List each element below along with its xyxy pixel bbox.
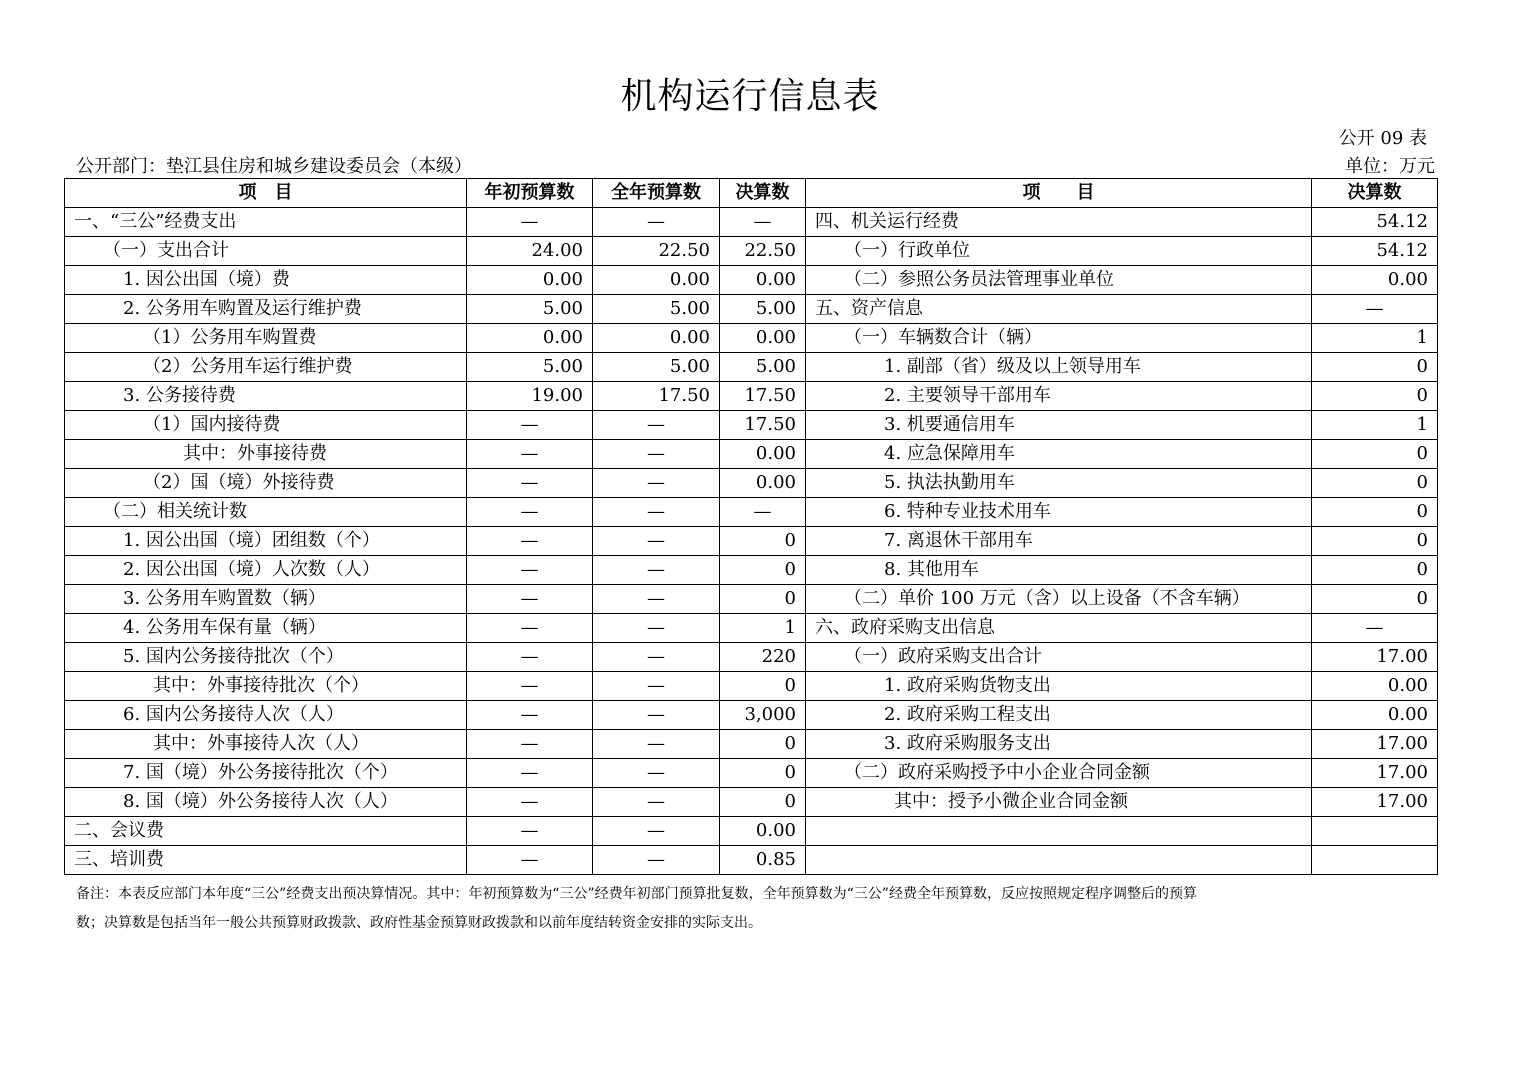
final-right-cell: — <box>1312 295 1438 324</box>
budget-initial-cell: 24.00 <box>467 237 593 266</box>
right-item-cell: 7. 离退休干部用车 <box>806 527 1312 556</box>
final-right-cell: 0 <box>1312 585 1438 614</box>
budget-full-cell: — <box>593 527 720 556</box>
table-row <box>65 208 1438 237</box>
budget-full-cell: — <box>593 672 720 701</box>
right-item-cell: （一）政府采购支出合计 <box>806 643 1312 672</box>
budget-full-cell: — <box>593 469 720 498</box>
final-right-cell: 0 <box>1312 353 1438 382</box>
final-left-cell: 22.50 <box>720 237 806 266</box>
left-item-cell: （2）公务用车运行维护费 <box>65 353 467 382</box>
left-item-cell: （二）相关统计数 <box>65 498 467 527</box>
right-item-cell <box>806 817 1312 846</box>
left-item-cell: 1. 因公出国（境）团组数（个） <box>65 527 467 556</box>
table-row <box>65 266 1438 295</box>
budget-full-cell: — <box>593 846 720 875</box>
budget-initial-cell: — <box>467 469 593 498</box>
table-row <box>65 817 1438 846</box>
final-right-cell: 17.00 <box>1312 643 1438 672</box>
budget-initial-cell: — <box>467 614 593 643</box>
right-item-cell: 6. 特种专业技术用车 <box>806 498 1312 527</box>
table-row <box>65 527 1438 556</box>
table-row <box>65 788 1438 817</box>
table-row <box>65 382 1438 411</box>
budget-initial-cell: — <box>467 527 593 556</box>
header-right-item: 项 目 <box>806 179 1312 208</box>
budget-initial-cell: — <box>467 411 593 440</box>
left-item-cell: 4. 公务用车保有量（辆） <box>65 614 467 643</box>
final-right-cell <box>1312 846 1438 875</box>
budget-full-cell: 5.00 <box>593 295 720 324</box>
final-right-cell: 17.00 <box>1312 730 1438 759</box>
final-right-cell: 0.00 <box>1312 266 1438 295</box>
final-right-cell: 54.12 <box>1312 208 1438 237</box>
info-table <box>64 178 1438 875</box>
budget-full-cell: — <box>593 788 720 817</box>
footnote-line-2: 数；决算数是包括当年一般公共预算财政拨款、政府性基金预算财政拨款和以前年度结转资金安排的实际支出。 <box>76 915 762 931</box>
table-row <box>65 672 1438 701</box>
table-row <box>65 701 1438 730</box>
header-final-right: 决算数 <box>1312 179 1438 208</box>
budget-initial-cell: — <box>467 585 593 614</box>
left-item-cell: （一）支出合计 <box>65 237 467 266</box>
budget-full-cell: — <box>593 411 720 440</box>
final-right-cell: 1 <box>1312 324 1438 353</box>
left-item-cell: 3. 公务用车购置数（辆） <box>65 585 467 614</box>
budget-initial-cell: 0.00 <box>467 266 593 295</box>
left-item-cell: 其中：外事接待批次（个） <box>65 672 467 701</box>
right-item-cell: 3. 机要通信用车 <box>806 411 1312 440</box>
left-item-cell: 二、会议费 <box>65 817 467 846</box>
final-left-cell: 1 <box>720 614 806 643</box>
final-right-cell: 17.00 <box>1312 788 1438 817</box>
right-item-cell: （二）参照公务员法管理事业单位 <box>806 266 1312 295</box>
budget-initial-cell: — <box>467 846 593 875</box>
table-row <box>65 469 1438 498</box>
table-row <box>65 585 1438 614</box>
right-item-cell <box>806 846 1312 875</box>
left-item-cell: 一、“三公”经费支出 <box>65 208 467 237</box>
final-left-cell: 0 <box>720 672 806 701</box>
budget-full-cell: — <box>593 701 720 730</box>
budget-full-cell: 5.00 <box>593 353 720 382</box>
left-item-cell: 2. 因公出国（境）人次数（人） <box>65 556 467 585</box>
final-right-cell <box>1312 817 1438 846</box>
final-left-cell: 17.50 <box>720 382 806 411</box>
final-right-cell: 17.00 <box>1312 759 1438 788</box>
table-row <box>65 295 1438 324</box>
final-right-cell: 0.00 <box>1312 672 1438 701</box>
final-left-cell: — <box>720 498 806 527</box>
page-title: 机构运行信息表 <box>620 76 880 117</box>
footnote-line-1: 备注：本表反应部门本年度“三公”经费支出预决算情况。其中：年初预算数为“三公”经费年初部门预算批复数，全年预算数为“三公”经费全年预算数，反应按照规定程序调整后的预算 <box>76 886 1197 902</box>
right-item-cell: 五、资产信息 <box>806 295 1312 324</box>
table-row <box>65 440 1438 469</box>
final-right-cell: 0 <box>1312 469 1438 498</box>
table-row <box>65 759 1438 788</box>
left-item-cell: （1）国内接待费 <box>65 411 467 440</box>
left-item-cell: 8. 国（境）外公务接待人次（人） <box>65 788 467 817</box>
right-item-cell: 8. 其他用车 <box>806 556 1312 585</box>
final-left-cell: 0.00 <box>720 266 806 295</box>
final-left-cell: 0.00 <box>720 440 806 469</box>
right-item-cell: 4. 应急保障用车 <box>806 440 1312 469</box>
right-item-cell: 2. 政府采购工程支出 <box>806 701 1312 730</box>
budget-initial-cell: 5.00 <box>467 353 593 382</box>
right-item-cell: 四、机关运行经费 <box>806 208 1312 237</box>
budget-full-cell: — <box>593 730 720 759</box>
budget-initial-cell: — <box>467 440 593 469</box>
left-item-cell: 6. 国内公务接待人次（人） <box>65 701 467 730</box>
final-right-cell: — <box>1312 614 1438 643</box>
budget-initial-cell: — <box>467 788 593 817</box>
left-item-cell: 7. 国（境）外公务接待批次（个） <box>65 759 467 788</box>
budget-initial-cell: 19.00 <box>467 382 593 411</box>
table-row <box>65 556 1438 585</box>
right-item-cell: 5. 执法执勤用车 <box>806 469 1312 498</box>
final-right-cell: 0 <box>1312 440 1438 469</box>
budget-initial-cell: — <box>467 730 593 759</box>
header-budget-full: 全年预算数 <box>593 179 720 208</box>
budget-initial-cell: — <box>467 556 593 585</box>
left-item-cell: 其中：外事接待人次（人） <box>65 730 467 759</box>
budget-full-cell: 22.50 <box>593 237 720 266</box>
final-left-cell: 0 <box>720 759 806 788</box>
table-header-row <box>65 179 1438 208</box>
table-row <box>65 730 1438 759</box>
left-item-cell: （2）国（境）外接待费 <box>65 469 467 498</box>
budget-full-cell: — <box>593 614 720 643</box>
table-row <box>65 846 1438 875</box>
table-row <box>65 353 1438 382</box>
budget-full-cell: 0.00 <box>593 324 720 353</box>
right-item-cell: （一）车辆数合计（辆） <box>806 324 1312 353</box>
final-left-cell: 0.00 <box>720 817 806 846</box>
left-item-cell: 5. 国内公务接待批次（个） <box>65 643 467 672</box>
final-right-cell: 0 <box>1312 556 1438 585</box>
right-item-cell: 3. 政府采购服务支出 <box>806 730 1312 759</box>
right-item-cell: （二）政府采购授予中小企业合同金额 <box>806 759 1312 788</box>
final-left-cell: 3,000 <box>720 701 806 730</box>
final-right-cell: 0 <box>1312 382 1438 411</box>
budget-initial-cell: 0.00 <box>467 324 593 353</box>
final-right-cell: 0 <box>1312 527 1438 556</box>
budget-initial-cell: — <box>467 208 593 237</box>
final-left-cell: 0.85 <box>720 846 806 875</box>
final-left-cell: 0 <box>720 527 806 556</box>
left-item-cell: 1. 因公出国（境）费 <box>65 266 467 295</box>
left-item-cell: （1）公务用车购置费 <box>65 324 467 353</box>
table-row <box>65 498 1438 527</box>
left-item-cell: 其中：外事接待费 <box>65 440 467 469</box>
budget-full-cell: — <box>593 643 720 672</box>
final-left-cell: 0 <box>720 585 806 614</box>
footnote <box>76 880 1431 938</box>
budget-initial-cell: — <box>467 498 593 527</box>
table-row <box>65 237 1438 266</box>
budget-initial-cell: — <box>467 643 593 672</box>
budget-initial-cell: — <box>467 672 593 701</box>
table-row <box>65 614 1438 643</box>
header-final-left: 决算数 <box>720 179 806 208</box>
left-item-cell: 三、培训费 <box>65 846 467 875</box>
table-row <box>65 411 1438 440</box>
final-left-cell: 220 <box>720 643 806 672</box>
budget-initial-cell: — <box>467 701 593 730</box>
final-left-cell: 0.00 <box>720 469 806 498</box>
final-left-cell: 5.00 <box>720 353 806 382</box>
department-label: 公开部门：垫江县住房和城乡建设委员会（本级） <box>76 156 472 177</box>
final-left-cell: 0.00 <box>720 324 806 353</box>
budget-full-cell: 0.00 <box>593 266 720 295</box>
unit-label: 单位：万元 <box>1345 156 1435 177</box>
budget-full-cell: — <box>593 585 720 614</box>
final-right-cell: 1 <box>1312 411 1438 440</box>
final-right-cell: 54.12 <box>1312 237 1438 266</box>
header-budget-initial: 年初预算数 <box>467 179 593 208</box>
header-left-item: 项 目 <box>65 179 467 208</box>
budget-initial-cell: — <box>467 817 593 846</box>
budget-full-cell: — <box>593 759 720 788</box>
budget-full-cell: — <box>593 440 720 469</box>
final-left-cell: 0 <box>720 730 806 759</box>
final-right-cell: 0 <box>1312 498 1438 527</box>
right-item-cell: （二）单价 100 万元（含）以上设备（不含车辆） <box>806 585 1312 614</box>
final-left-cell: — <box>720 208 806 237</box>
left-item-cell: 3. 公务接待费 <box>65 382 467 411</box>
budget-initial-cell: — <box>467 759 593 788</box>
right-item-cell: 六、政府采购支出信息 <box>806 614 1312 643</box>
left-item-cell: 2. 公务用车购置及运行维护费 <box>65 295 467 324</box>
budget-full-cell: — <box>593 556 720 585</box>
final-left-cell: 5.00 <box>720 295 806 324</box>
final-left-cell: 0 <box>720 556 806 585</box>
final-left-cell: 0 <box>720 788 806 817</box>
final-right-cell: 0.00 <box>1312 701 1438 730</box>
table-body <box>65 208 1438 875</box>
form-number: 公开 09 表 <box>1338 128 1427 149</box>
budget-full-cell: — <box>593 208 720 237</box>
budget-full-cell: — <box>593 817 720 846</box>
final-left-cell: 17.50 <box>720 411 806 440</box>
budget-full-cell: — <box>593 498 720 527</box>
budget-full-cell: 17.50 <box>593 382 720 411</box>
right-item-cell: 1. 政府采购货物支出 <box>806 672 1312 701</box>
right-item-cell: （一）行政单位 <box>806 237 1312 266</box>
table-row <box>65 643 1438 672</box>
table-row <box>65 324 1438 353</box>
right-item-cell: 1. 副部（省）级及以上领导用车 <box>806 353 1312 382</box>
right-item-cell: 2. 主要领导干部用车 <box>806 382 1312 411</box>
budget-initial-cell: 5.00 <box>467 295 593 324</box>
right-item-cell: 其中：授予小微企业合同金额 <box>806 788 1312 817</box>
